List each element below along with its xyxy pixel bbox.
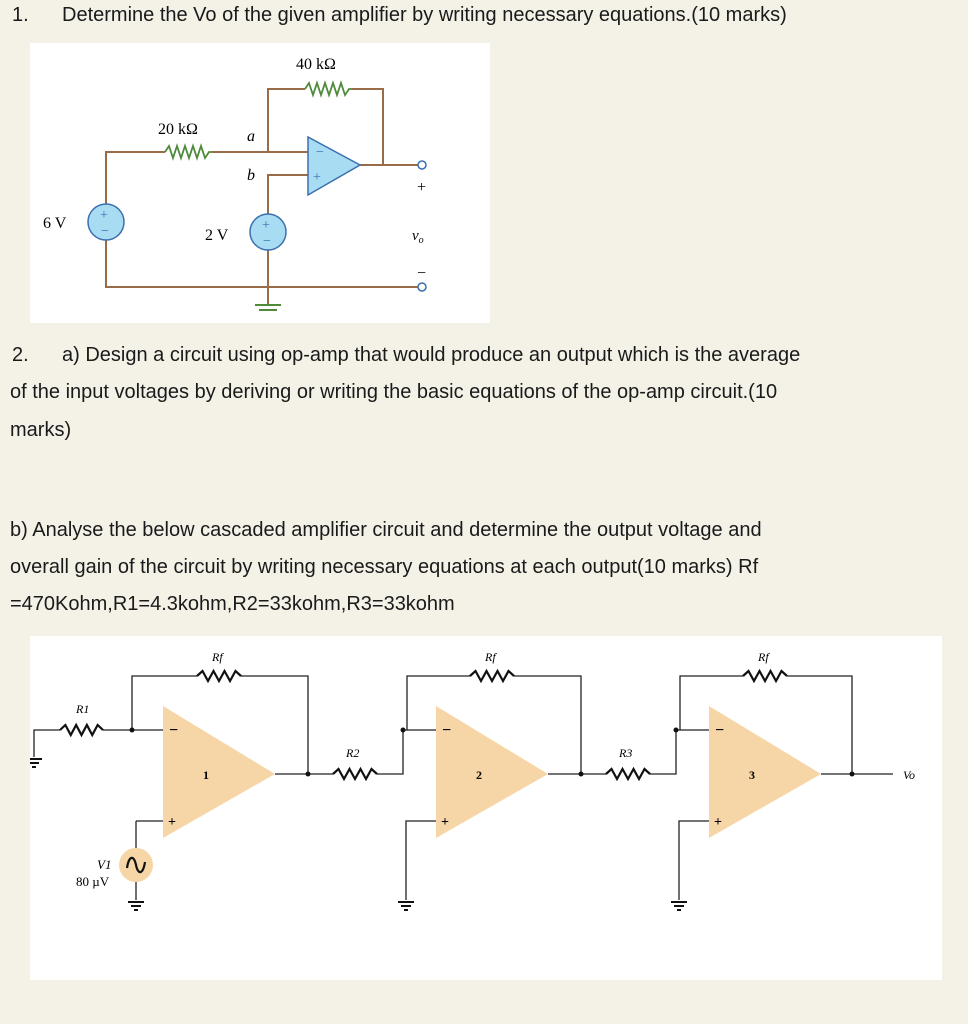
resistor-rf-1 [197,671,241,681]
question-2b-line-3: =470Kohm,R1=4.3kohm,R2=33kohm,R3=33kohm [10,593,455,615]
figure-2-circuit [30,636,942,980]
question-2a-line-2: of the input voltages by deriving or writing the basic equations of the op-amp circuit.(10 [10,381,778,403]
junction-dot [401,728,406,733]
question-2a-line-1: a) Design a circuit using op-amp that would produce an output which is the average [62,344,801,366]
junction-dot [674,728,679,733]
opamp-plus: + [313,170,321,185]
junction-dot [579,772,584,777]
ground-icon [30,759,42,767]
svg-text:−: − [101,224,109,239]
opamp-minus: − [316,145,324,160]
figure-1-circuit [30,43,490,323]
label-6v: 6 V [43,215,67,232]
junction-dot [130,728,135,733]
wire [34,730,60,757]
op-amp-1 [163,706,275,838]
question-2b-line-1: b) Analyse the below cascaded amplifier circuit and determine the output voltage and [10,519,762,541]
label-rf-1: Rf [212,650,223,664]
label-r2: R2 [346,746,360,760]
opamp-minus: − [715,722,725,739]
opamp-plus: + [441,815,449,830]
question-2b-line-2: overall gain of the circuit by writing necessary equations at each output(10 marks) Rf [10,556,759,578]
label-node-a: a [247,128,255,145]
stage-number: 2 [476,768,482,782]
output-terminal-minus [418,283,426,291]
wire [241,676,308,774]
junction-dot [306,772,311,777]
resistor-r3 [606,769,650,779]
ground-icon [398,902,414,910]
label-40k: 40 kΩ [296,56,336,73]
label-rf-2: Rf [485,650,496,664]
op-amp-3 [709,706,821,838]
ground-icon [671,902,687,910]
resistor-r1 [60,725,103,735]
label-node-b: b [247,167,255,184]
voltage-source-2v [250,214,286,250]
opamp-plus: + [714,815,722,830]
question-2a-line-3: marks) [10,419,72,441]
label-vo: $v_o$ [412,228,424,246]
label-out-minus: − [417,265,427,282]
resistor-rf-3 [743,671,787,681]
voltage-source-6v [88,204,124,240]
label-20k: 20 kΩ [158,121,198,138]
label-rf-3: Rf [758,650,769,664]
resistor-40k [305,83,352,95]
label-r1: R1 [76,702,90,716]
label-v1-value: 80 µV [76,874,110,889]
question-2-number: 2. [12,344,29,366]
label-r3: R3 [619,746,633,760]
op-amp-2 [436,706,548,838]
resistor-r2 [333,769,377,779]
wire [679,821,709,900]
question-1-text: Determine the Vo of the given amplifier by writing necessary equations.(10 marks) [62,4,787,26]
cascaded-amplifier-diagram [30,636,942,980]
ground-icon [255,305,281,310]
junction-dot [850,772,855,777]
resistor-20k [165,146,212,158]
opamp-minus: − [442,722,452,739]
stage-number: 3 [749,768,755,782]
opamp-plus: + [168,815,176,830]
svg-text:+: + [100,208,108,223]
label-2v: 2 V [205,227,229,244]
question-1-number: 1. [12,4,29,26]
stage-number: 1 [203,768,209,782]
label-vo: Vo [903,768,915,782]
wire [650,730,709,774]
opamp-minus: − [169,722,179,739]
output-terminal-plus [418,161,426,169]
ground-icon [128,902,144,910]
label-v1: V1 [97,857,112,872]
wire [514,676,581,774]
label-out-plus: + [417,179,427,196]
svg-text:−: − [263,234,271,249]
resistor-rf-2 [470,671,514,681]
inverting-amplifier-diagram [30,43,490,323]
wire [406,821,436,900]
svg-text:+: + [262,218,270,233]
wire [377,730,436,774]
